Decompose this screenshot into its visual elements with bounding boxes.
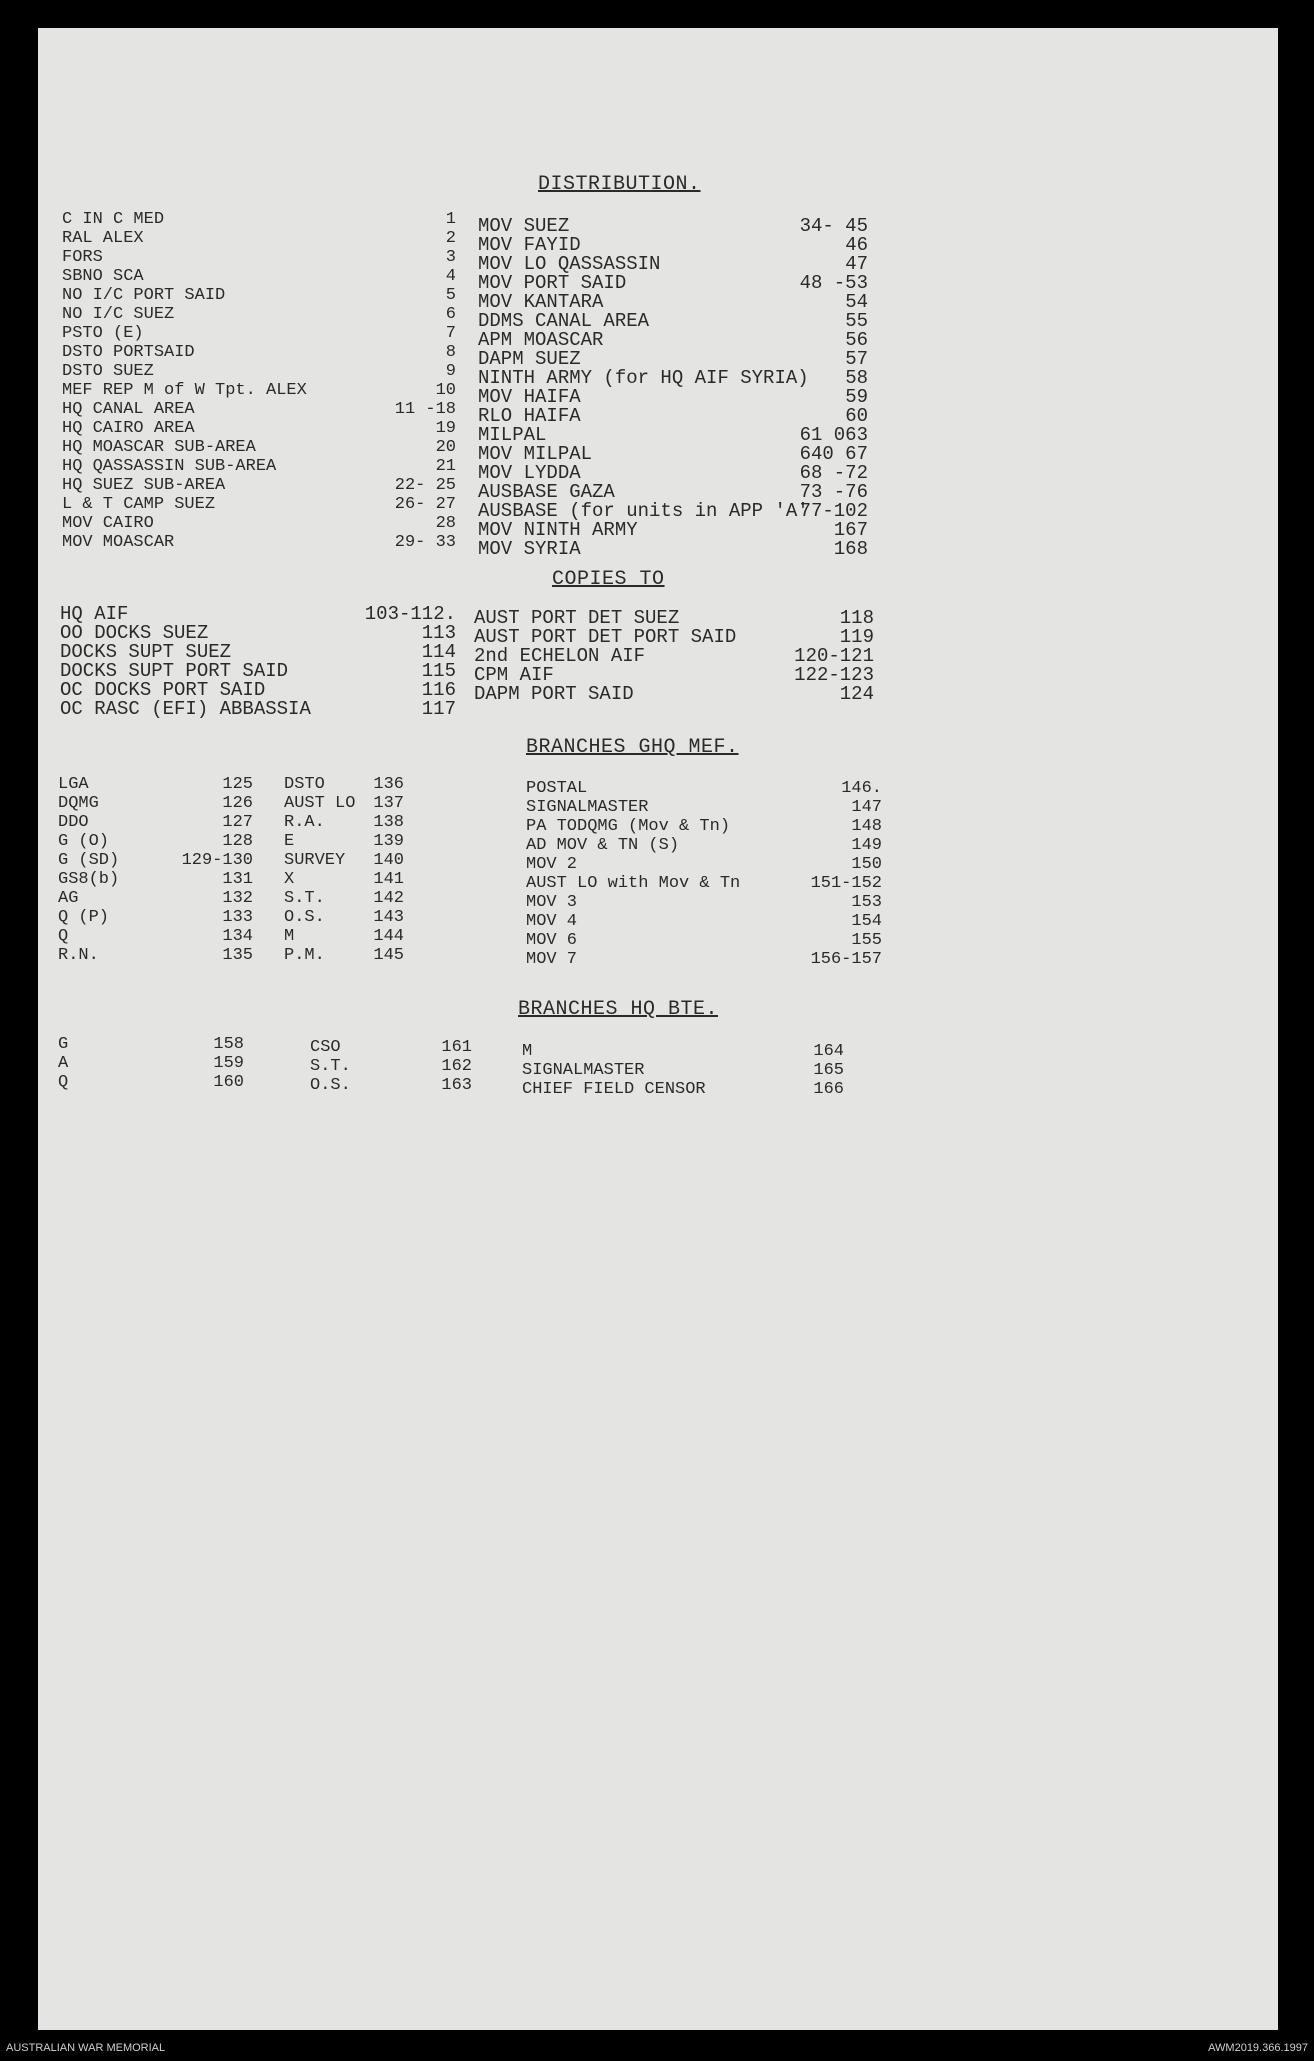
recipient-name: E: [284, 832, 295, 851]
recipient-name: GS8(b): [58, 870, 120, 889]
recipient-name: CPM AIF: [474, 664, 554, 686]
recipient-name: Q: [58, 927, 69, 946]
copy-number: 10: [435, 381, 456, 400]
copy-number: 155: [851, 931, 882, 950]
copy-number: 7: [445, 324, 456, 343]
copy-number: 151-152: [810, 874, 882, 893]
copy-number: 34- 45: [799, 215, 868, 237]
recipient-name: DQMG: [58, 794, 99, 813]
recipient-name: MOV SUEZ: [478, 215, 570, 237]
copy-number: 137: [373, 794, 404, 813]
copy-number: 149: [851, 836, 882, 855]
recipient-name: AUST PORT DET PORT SAID: [474, 626, 737, 648]
recipient-name: MOV LO QASSASSIN: [478, 253, 661, 275]
copy-number: 134: [222, 927, 253, 946]
recipient-name: Q: [58, 1073, 69, 1092]
copy-number: 120-121: [794, 645, 874, 667]
recipient-name: POSTAL: [526, 779, 588, 798]
recipient-name: Q (P): [58, 908, 110, 927]
recipient-name: DDO: [58, 813, 89, 832]
copy-number: 29- 33: [394, 533, 456, 552]
recipient-name: O.S.: [284, 908, 325, 927]
recipient-name: HQ AIF: [60, 603, 129, 625]
recipient-name: 2nd ECHELON AIF: [474, 645, 646, 667]
copy-number: 73 -76: [799, 481, 868, 503]
recipient-name: MOV 2: [526, 855, 578, 874]
recipient-name: P.M.: [284, 946, 325, 965]
recipient-name: HQ QASSASSIN SUB-AREA: [62, 457, 277, 476]
recipient-name: SURVEY: [284, 851, 346, 870]
copy-number: 168: [833, 538, 868, 560]
copy-number: 138: [373, 813, 404, 832]
copy-number: 8: [445, 343, 456, 362]
recipient-name: RLO HAIFA: [478, 405, 581, 427]
copy-number: 143: [373, 908, 404, 927]
recipient-name: MOV MOASCAR: [62, 533, 175, 552]
copy-number: 166: [813, 1080, 844, 1099]
recipient-name: R.A.: [284, 813, 325, 832]
copy-number: 640 67: [799, 443, 868, 465]
recipient-name: DOCKS SUPT PORT SAID: [60, 660, 289, 682]
copy-number: 19: [435, 419, 456, 438]
copy-number: 116: [421, 679, 456, 701]
copy-number: 140: [373, 851, 404, 870]
recipient-name: NO I/C PORT SAID: [62, 286, 226, 305]
recipient-name: RAL ALEX: [62, 229, 144, 248]
recipient-name: CSO: [310, 1038, 341, 1057]
recipient-name: MILPAL: [478, 424, 547, 446]
copy-number: 28: [435, 514, 456, 533]
recipient-name: HQ CANAL AREA: [62, 400, 195, 419]
recipient-name: L & T CAMP SUEZ: [62, 495, 216, 514]
copy-number: 48 -53: [799, 272, 868, 294]
copy-number: 21: [435, 457, 456, 476]
copy-number: 131: [222, 870, 253, 889]
copy-number: 154: [851, 912, 882, 931]
copy-number: 103-112.: [364, 603, 456, 625]
copy-number: 117: [421, 698, 456, 720]
copy-number: 1: [445, 210, 456, 229]
copy-number: 129-130: [181, 851, 253, 870]
recipient-name: MOV 7: [526, 950, 578, 969]
copy-number: 20: [435, 438, 456, 457]
copies-to-heading: COPIES TO: [552, 568, 665, 591]
copy-number: 114: [421, 641, 456, 663]
recipient-name: SIGNALMASTER: [522, 1061, 645, 1080]
recipient-name: G (SD): [58, 851, 120, 870]
copy-number: 9: [445, 362, 456, 381]
copy-number: 133: [222, 908, 253, 927]
recipient-name: DSTO SUEZ: [62, 362, 154, 381]
document-page: [38, 28, 1278, 2030]
archive-credit: AUSTRALIAN WAR MEMORIAL: [6, 2042, 166, 2054]
archive-reference: AWM2019.366.1997: [1208, 2042, 1308, 2054]
recipient-name: AUSBASE (for units in APP 'A': [478, 500, 809, 522]
recipient-name: AUST LO with Mov & Tn: [526, 874, 741, 893]
recipient-name: O.S.: [310, 1076, 351, 1095]
copy-number: 26- 27: [394, 495, 456, 514]
copy-number: 122-123: [794, 664, 874, 686]
recipient-name: MOV HAIFA: [478, 386, 581, 408]
copy-number: 6: [445, 305, 456, 324]
copy-number: 54: [845, 291, 868, 313]
copy-number: 127: [222, 813, 253, 832]
recipient-name: CHIEF FIELD CENSOR: [522, 1080, 706, 1099]
copy-number: 167: [833, 519, 868, 541]
recipient-name: MOV 3: [526, 893, 578, 912]
recipient-name: X: [284, 870, 295, 889]
copy-number: 147: [851, 798, 882, 817]
copy-number: 77-102: [799, 500, 868, 522]
copy-number: 58: [845, 367, 868, 389]
recipient-name: MEF REP M of W Tpt. ALEX: [62, 381, 307, 400]
copy-number: 148: [851, 817, 882, 836]
recipient-name: DSTO PORTSAID: [62, 343, 195, 362]
recipient-name: A: [58, 1054, 69, 1073]
copy-number: 118: [839, 607, 874, 629]
copy-number: 47: [845, 253, 868, 275]
copy-number: 164: [813, 1042, 844, 1061]
recipient-name: LGA: [58, 775, 89, 794]
copy-number: 150: [851, 855, 882, 874]
recipient-name: HQ CAIRO AREA: [62, 419, 195, 438]
recipient-name: M: [522, 1042, 533, 1061]
copy-number: 125: [222, 775, 253, 794]
recipient-name: MOV CAIRO: [62, 514, 154, 533]
copy-number: 128: [222, 832, 253, 851]
branches-ghq-heading: BRANCHES GHQ MEF.: [526, 736, 739, 759]
copy-number: 163: [441, 1076, 472, 1095]
recipient-name: DDMS CANAL AREA: [478, 310, 650, 332]
copy-number: 153: [851, 893, 882, 912]
recipient-name: DSTO: [284, 775, 325, 794]
recipient-name: AD MOV & TN (S): [526, 836, 680, 855]
copy-number: 56: [845, 329, 868, 351]
copy-number: 146.: [841, 779, 882, 798]
recipient-name: NO I/C SUEZ: [62, 305, 175, 324]
copy-number: 22- 25: [394, 476, 456, 495]
recipient-name: OC DOCKS PORT SAID: [60, 679, 266, 701]
copy-number: 144: [373, 927, 404, 946]
copy-number: 136: [373, 775, 404, 794]
copy-number: 119: [839, 626, 874, 648]
recipient-name: PA TODQMG (Mov & Tn): [526, 817, 731, 836]
copy-number: 141: [373, 870, 404, 889]
recipient-name: HQ MOASCAR SUB-AREA: [62, 438, 256, 457]
copy-number: 161: [441, 1038, 472, 1057]
copy-number: 132: [222, 889, 253, 908]
copy-number: 57: [845, 348, 868, 370]
recipient-name: SBNO SCA: [62, 267, 144, 286]
recipient-name: DAPM PORT SAID: [474, 683, 634, 705]
copy-number: 5: [445, 286, 456, 305]
recipient-name: DOCKS SUPT SUEZ: [60, 641, 232, 663]
copy-number: 162: [441, 1057, 472, 1076]
recipient-name: DAPM SUEZ: [478, 348, 581, 370]
recipient-name: APM MOASCAR: [478, 329, 604, 351]
copy-number: 124: [839, 683, 874, 705]
copy-number: 156-157: [810, 950, 882, 969]
recipient-name: S.T.: [284, 889, 325, 908]
copy-number: 142: [373, 889, 404, 908]
recipient-name: S.T.: [310, 1057, 351, 1076]
copy-number: 165: [813, 1061, 844, 1080]
copy-number: 4: [445, 267, 456, 286]
copy-number: 60: [845, 405, 868, 427]
copy-number: 126: [222, 794, 253, 813]
branches-bte-heading: BRANCHES HQ BTE.: [518, 998, 719, 1021]
distribution-heading: DISTRIBUTION.: [538, 173, 701, 196]
recipient-name: SIGNALMASTER: [526, 798, 649, 817]
recipient-name: M: [284, 927, 295, 946]
recipient-name: MOV NINTH ARMY: [478, 519, 638, 541]
copy-number: 61 063: [799, 424, 868, 446]
recipient-name: PSTO (E): [62, 324, 144, 343]
recipient-name: MOV PORT SAID: [478, 272, 627, 294]
copy-number: 135: [222, 946, 253, 965]
copy-number: 68 -72: [799, 462, 868, 484]
recipient-name: AG: [58, 889, 79, 908]
recipient-name: R.N.: [58, 946, 99, 965]
recipient-name: OO DOCKS SUEZ: [60, 622, 209, 644]
copy-number: 3: [445, 248, 456, 267]
recipient-name: MOV SYRIA: [478, 538, 581, 560]
recipient-name: AUSBASE GAZA: [478, 481, 615, 503]
copy-number: 11 -18: [394, 400, 456, 419]
recipient-name: NINTH ARMY (for HQ AIF SYRIA): [478, 367, 809, 389]
recipient-name: C IN C MED: [62, 210, 165, 229]
recipient-name: MOV LYDDA: [478, 462, 581, 484]
copy-number: 160: [213, 1073, 244, 1092]
recipient-name: MOV 6: [526, 931, 578, 950]
copy-number: 115: [421, 660, 456, 682]
recipient-name: MOV MILPAL: [478, 443, 593, 465]
copy-number: 158: [213, 1035, 244, 1054]
recipient-name: FORS: [62, 248, 103, 267]
copy-number: 159: [213, 1054, 244, 1073]
recipient-name: MOV KANTARA: [478, 291, 604, 313]
copy-number: 59: [845, 386, 868, 408]
recipient-name: MOV FAYID: [478, 234, 581, 256]
recipient-name: G (O): [58, 832, 110, 851]
copy-number: 139: [373, 832, 404, 851]
recipient-name: OC RASC (EFI) ABBASSIA: [60, 698, 311, 720]
recipient-name: MOV 4: [526, 912, 578, 931]
recipient-name: G: [58, 1035, 69, 1054]
copy-number: 55: [845, 310, 868, 332]
recipient-name: HQ SUEZ SUB-AREA: [62, 476, 226, 495]
copy-number: 2: [445, 229, 456, 248]
copy-number: 145: [373, 946, 404, 965]
recipient-name: AUST PORT DET SUEZ: [474, 607, 680, 629]
recipient-name: AUST LO: [284, 794, 356, 813]
copy-number: 113: [421, 622, 456, 644]
copy-number: 46: [845, 234, 868, 256]
